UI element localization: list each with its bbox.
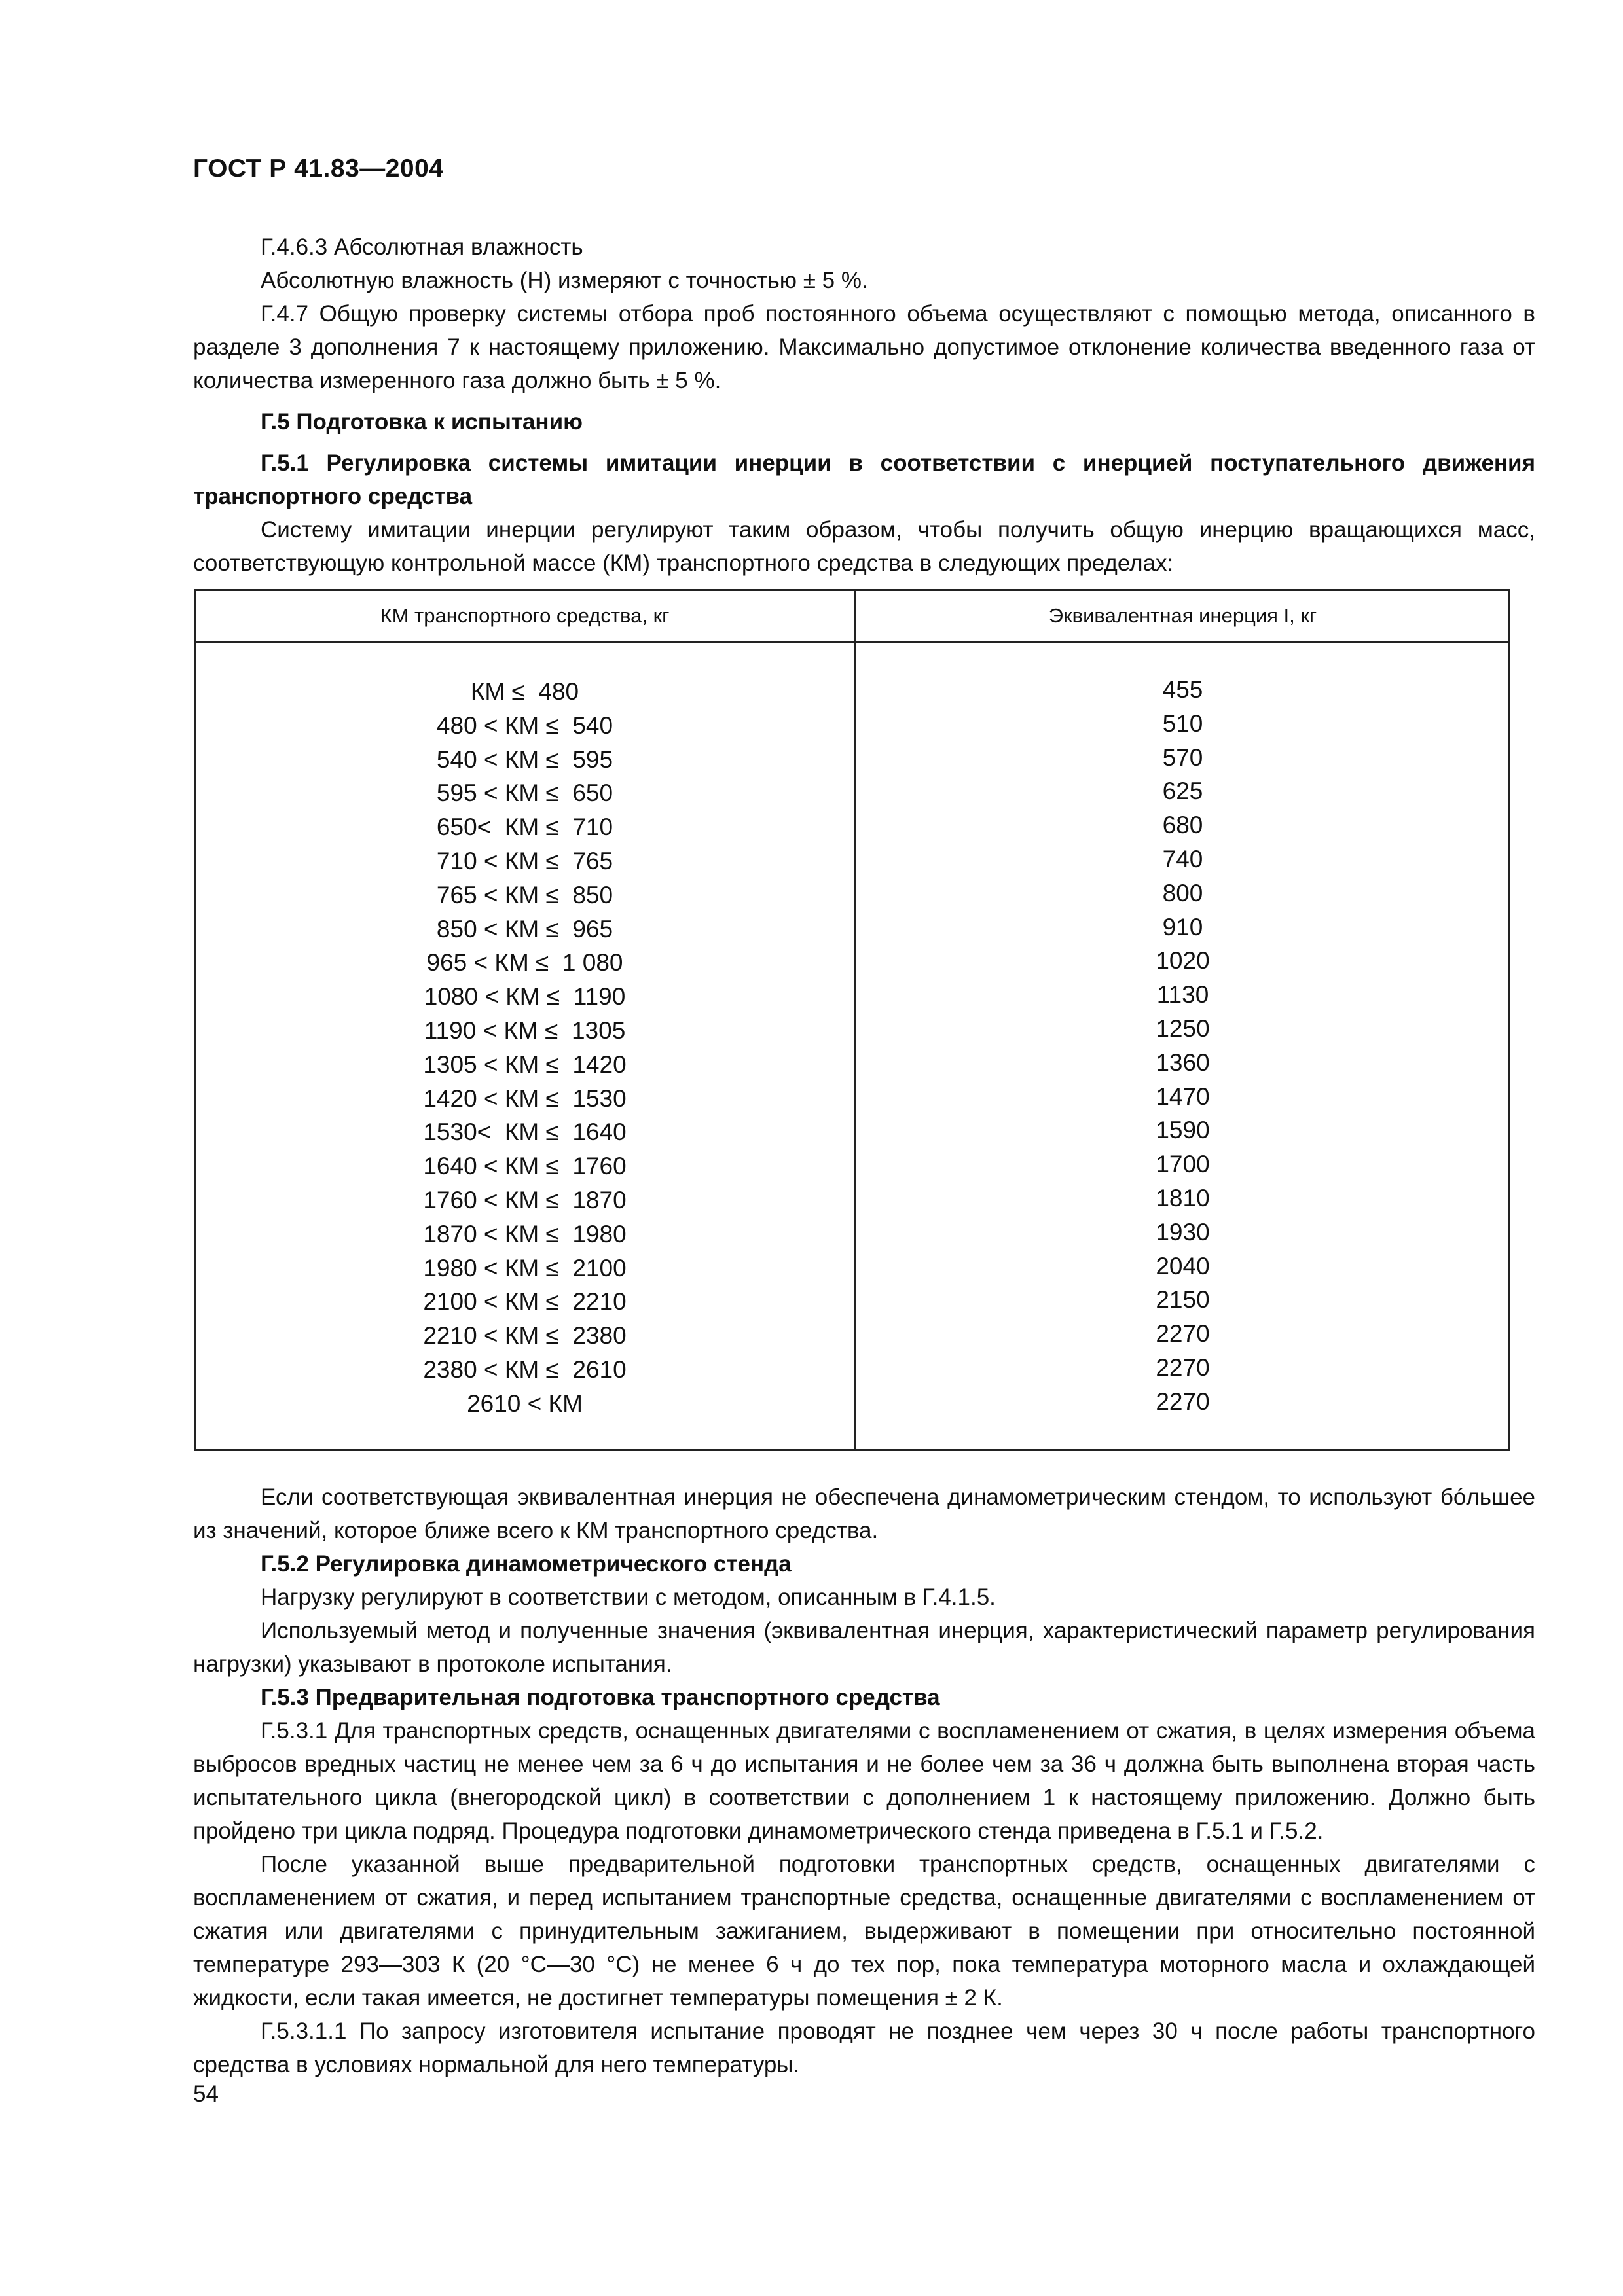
paragraph-inertia-intro: Систему имитации инерции регулируют таким образом, чтобы получить общую инерцию вращающихся масс, соответствующую контрольной массе (КМ) транспортного средства в следующих пределах: xyxy=(193,517,1535,576)
table-cell-inertia: 1130 xyxy=(1156,981,1209,1009)
table-cell-mass: 710 < КМ ≤ 765 xyxy=(436,847,613,874)
table-cell-mass: 765 < КМ ≤ 850 xyxy=(436,881,613,908)
table-cell-mass: 850 < КМ ≤ 965 xyxy=(436,915,613,942)
table-cell-mass: 1080 < КМ ≤ 1190 xyxy=(424,983,626,1011)
table-cell-inertia: 1810 xyxy=(1156,1184,1210,1211)
paragraph-method-values: Используемый метод и полученные значения (эквивалентная инерция, характеристический параметр регулирования нагрузки) указывают в протоколе испытания. xyxy=(193,1618,1535,1677)
table-header-mass: КМ транспортного средства, кг xyxy=(380,604,670,627)
table-cell-inertia: 1700 xyxy=(1156,1151,1210,1178)
table-cell-mass: 2210 < КМ ≤ 2380 xyxy=(423,1322,627,1350)
table-cell-inertia: 625 xyxy=(1162,778,1203,805)
table-cell-mass: 1305 < КМ ≤ 1420 xyxy=(423,1050,627,1078)
bottom-text-block xyxy=(193,1480,1535,2081)
table-cell-mass: 2610 < КМ xyxy=(467,1390,583,1417)
paragraph-g5311: Г.5.3.1.1 По запросу изготовителя испытание проводят не позднее чем через 30 ч после работы транспортного средства в условиях нормальной для него температуры. xyxy=(193,2018,1535,2077)
paragraph-soak: После указанной выше предварительной подготовки транспортных средств, оснащенных двигателями с воспламенением от сжатия, и перед испытанием транспортные средства, оснащенные двигателями с воспламенением от сжатия или двигателями с принудительным зажиганием, выдерживают в помещении при относительно постоянной температуре 293—303 К (20 °С—30 °С) не менее 6 ч до тех пор, пока температура моторного масла и охлаждающей жидкости, если такая имеется, не достигнет температуры помещения ± 2 К. xyxy=(193,1852,1535,2011)
table-cell-inertia: 1020 xyxy=(1156,947,1210,975)
table-cell-mass: 480 < КМ ≤ 540 xyxy=(436,711,613,739)
table-cell-mass: 1980 < КМ ≤ 2100 xyxy=(423,1254,627,1282)
table-cell-inertia: 1470 xyxy=(1156,1083,1210,1110)
table-cell-inertia: 510 xyxy=(1162,709,1203,737)
table-cell-mass: 1190 < КМ ≤ 1305 xyxy=(424,1016,626,1044)
table-cell-inertia: 1930 xyxy=(1156,1218,1210,1246)
table-cell-mass: 1760 < КМ ≤ 1870 xyxy=(423,1186,627,1213)
table-cell-inertia: 680 xyxy=(1162,812,1203,839)
paragraph-g47: Г.4.7 Общую проверку системы отбора проб постоянного объема осуществляют с помощью метода, описанного в разделе 3 дополнения 7 к настоящему приложению. Максимально допустимое отклонение количества введенного газа от количества измеренного газа должно быть ± 5 %. xyxy=(193,301,1535,393)
inertia-table xyxy=(194,589,1510,1451)
table-cell-inertia: 2270 xyxy=(1156,1388,1210,1415)
table-cell-inertia: 740 xyxy=(1162,845,1203,872)
table-header-inertia: Эквивалентная инерция I, кг xyxy=(1048,604,1317,627)
document-code-header: ГОСТ Р 41.83—2004 xyxy=(193,154,444,183)
table-cell-mass: 595 < КМ ≤ 650 xyxy=(436,780,613,807)
table-cell-mass: 1530< КМ ≤ 1640 xyxy=(423,1119,627,1146)
table-cell-inertia: 2150 xyxy=(1156,1286,1210,1314)
page-number: 54 xyxy=(193,2081,219,2107)
top-text-block xyxy=(193,230,1535,580)
table-cell-mass: КМ ≤ 480 xyxy=(470,678,579,705)
table-column-mass xyxy=(196,675,854,1421)
table-column-inertia xyxy=(854,673,1512,1419)
table-cell-mass: 2100 < КМ ≤ 2210 xyxy=(423,1288,627,1316)
table-cell-inertia: 1250 xyxy=(1156,1014,1210,1042)
paragraph-g531: Г.5.3.1 Для транспортных средств, оснащенных двигателями с воспламенением от сжатия, в целях измерения объема выбросов вредных частиц не менее чем за 6 ч до испытания и не более чем за 36 ч должна быть выполнена вторая часть испытательного цикла (внегородской цикл) в соответствии с дополнением 1 к настоящему приложению. Должно быть пройдено три цикла подряд. Процедура подготовки динамометрического стенда приведена в Г.5.1 и Г.5.2. xyxy=(193,1718,1535,1844)
paragraph-humidity: Абсолютную влажность (H) измеряют с точностью ± 5 %. xyxy=(261,268,868,293)
table-cell-mass: 965 < КМ ≤ 1 080 xyxy=(426,949,623,977)
paragraph-g463: Г.4.6.3 Абсолютная влажность xyxy=(261,234,583,260)
table-cell-inertia: 910 xyxy=(1162,913,1203,941)
table-cell-inertia: 1360 xyxy=(1156,1049,1210,1076)
table-cell-inertia: 570 xyxy=(1162,744,1203,771)
heading-g5: Г.5 Подготовка к испытанию xyxy=(261,409,583,435)
table-cell-inertia: 455 xyxy=(1162,676,1203,703)
paragraph-equivalent-inertia: Если соответствующая эквивалентная инерция не обеспечена динамометрическим стендом, то используют бóльшее из значений, которое ближе всего к КМ транспортного средства. xyxy=(193,1484,1535,1543)
paragraph-load-adjust: Нагрузку регулируют в соответствии с методом, описанным в Г.4.1.5. xyxy=(261,1585,996,1610)
table-cell-mass: 1420 < КМ ≤ 1530 xyxy=(423,1085,627,1112)
table-cell-mass: 650< КМ ≤ 710 xyxy=(436,814,613,841)
table-cell-mass: 1870 < КМ ≤ 1980 xyxy=(423,1220,627,1247)
table-cell-mass: 540 < КМ ≤ 595 xyxy=(436,745,613,773)
table-cell-mass: 2380 < КМ ≤ 2610 xyxy=(423,1355,627,1383)
table-cell-inertia: 1590 xyxy=(1156,1117,1210,1144)
heading-g52: Г.5.2 Регулировка динамометрического стенда xyxy=(261,1551,792,1577)
table-cell-inertia: 2040 xyxy=(1156,1252,1210,1280)
table-cell-inertia: 2270 xyxy=(1156,1354,1210,1381)
table-cell-inertia: 800 xyxy=(1162,879,1203,906)
heading-g51: Г.5.1 Регулировка системы имитации инерции в соответствии с инерцией поступательного движения транспортного средства xyxy=(193,450,1535,509)
table-cell-mass: 1640 < КМ ≤ 1760 xyxy=(423,1153,627,1180)
heading-g53: Г.5.3 Предварительная подготовка транспортного средства xyxy=(261,1685,940,1710)
table-cell-inertia: 2270 xyxy=(1156,1320,1210,1348)
